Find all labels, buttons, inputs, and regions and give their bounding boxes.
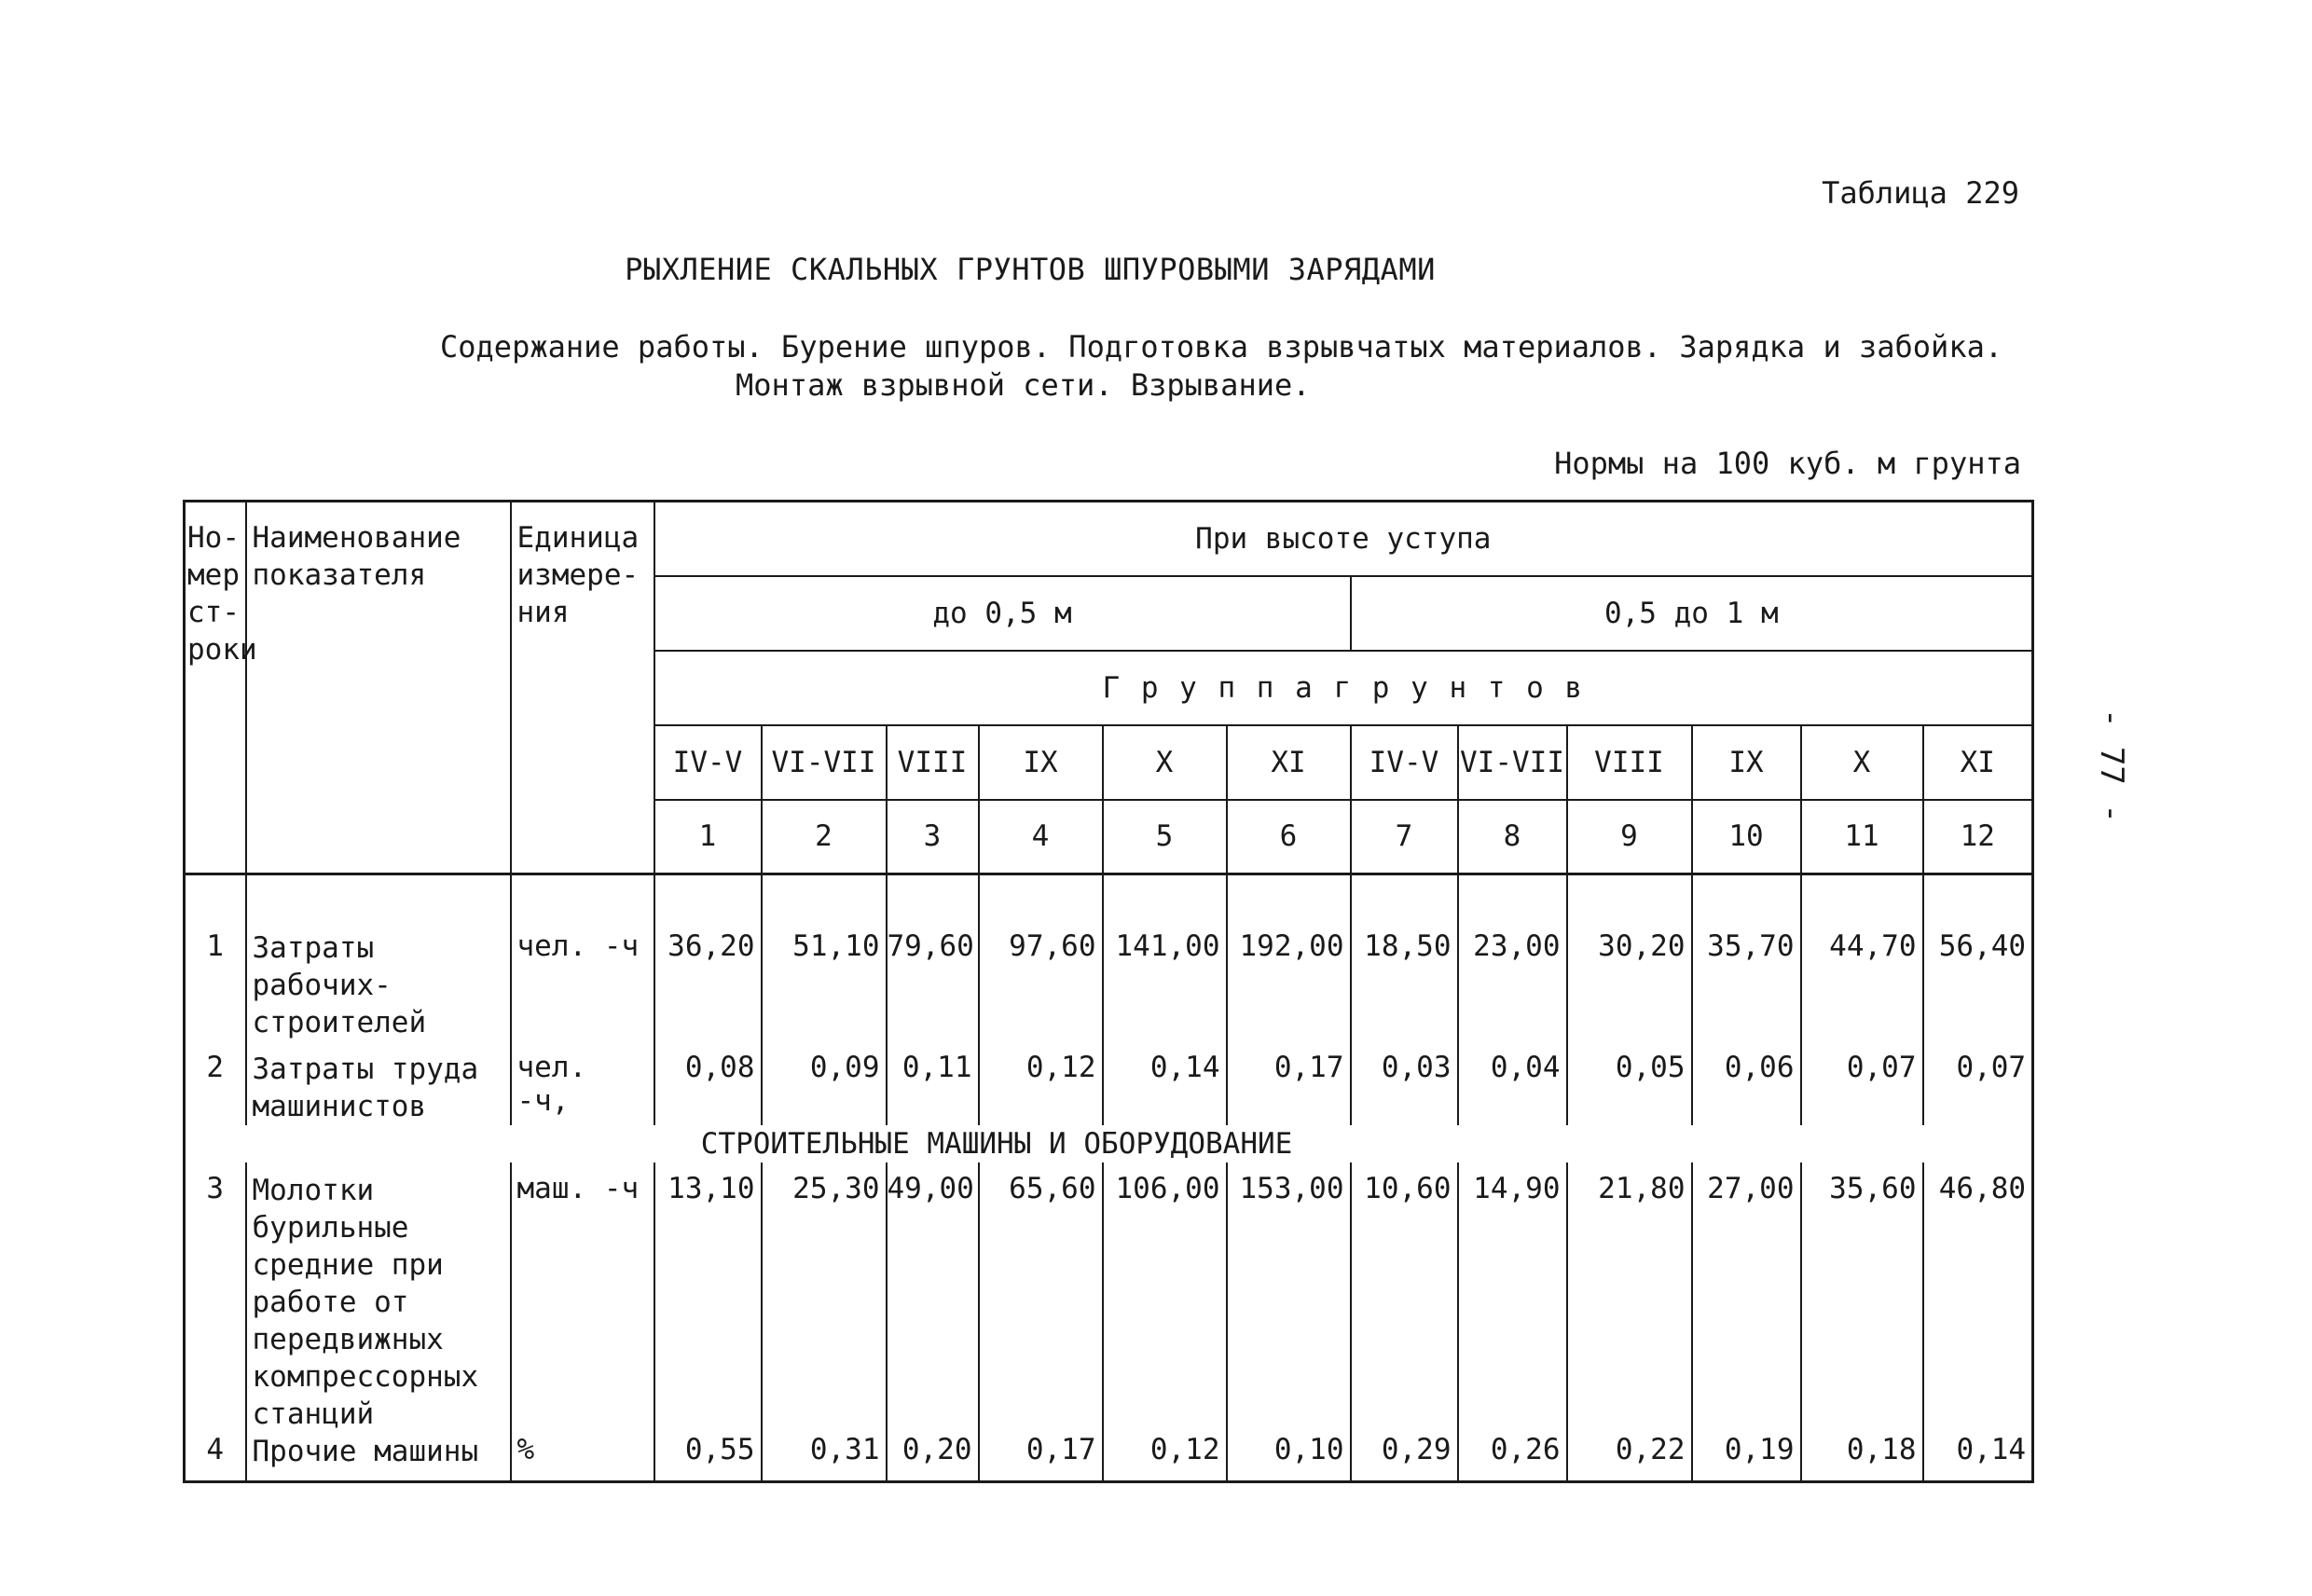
norm-value: 0,07 (1923, 1041, 2033, 1125)
norm-value: 21,80 (1567, 1163, 1692, 1433)
norm-value: 10,60 (1351, 1163, 1458, 1433)
column-number: 6 (1227, 800, 1351, 874)
row-number: 1 (185, 874, 246, 1042)
column-number: 4 (979, 800, 1103, 874)
column-number: 5 (1103, 800, 1227, 874)
norm-value: 0,22 (1567, 1433, 1692, 1481)
norm-value: 65,60 (979, 1163, 1103, 1433)
header-row-number: Но-мер ст-роки (185, 502, 246, 874)
row-number: 4 (185, 1433, 246, 1481)
norm-value: 0,05 (1567, 1041, 1692, 1125)
indicator-name: Молотки бурильные средние при работе от передвижных компрессорных станций (246, 1163, 511, 1433)
height-group-header: 0,5 до 1 м (1351, 576, 2033, 651)
soil-group-label: X (1103, 725, 1227, 800)
soil-group-label: VI-VII (1458, 725, 1567, 800)
norm-value: 0,55 (654, 1433, 762, 1481)
column-number: 7 (1351, 800, 1458, 874)
norm-value: 0,20 (887, 1433, 979, 1481)
column-number: 8 (1458, 800, 1567, 874)
table-row (185, 874, 2033, 1042)
header-indicator-name: Наименование показателя (246, 502, 511, 874)
header-unit: Единица измере-ния (511, 502, 654, 874)
soil-group-label: XI (1227, 725, 1351, 800)
norm-value: 0,31 (762, 1433, 887, 1481)
norm-value: 51,10 (762, 874, 887, 1042)
soil-group-label: X (1801, 725, 1923, 800)
soil-group-label: VI-VII (762, 725, 887, 800)
norm-value: 0,17 (1227, 1041, 1351, 1125)
table-label: Таблица 229 (1822, 175, 2019, 211)
column-number: 1 (654, 800, 762, 874)
table-row (185, 1433, 2033, 1481)
section-title (185, 1125, 2033, 1163)
norm-value: 0,12 (1103, 1433, 1227, 1481)
norm-value: 0,26 (1458, 1433, 1567, 1481)
norm-value: 79,60 (887, 874, 979, 1042)
norm-value: 0,09 (762, 1041, 887, 1125)
norms-unit-note: Нормы на 100 куб. м грунта (1554, 446, 2021, 481)
norm-value: 106,00 (1103, 1163, 1227, 1433)
unit-of-measure: чел. -ч, (511, 1041, 654, 1125)
norm-value: 0,18 (1801, 1433, 1923, 1481)
norm-value: 36,20 (654, 874, 762, 1042)
norm-value: 0,11 (887, 1041, 979, 1125)
height-group-header: до 0,5 м (654, 576, 1351, 651)
norm-value: 153,00 (1227, 1163, 1351, 1433)
indicator-name: Прочие машины (246, 1433, 511, 1481)
document-title: РЫХЛЕНИЕ СКАЛЬНЫХ ГРУНТОВ ШПУРОВЫМИ ЗАРЯДАМИ (625, 252, 1436, 287)
indicator-name: Затраты рабочих-строителей (246, 874, 511, 1042)
norm-value: 56,40 (1923, 874, 2033, 1042)
norm-value: 25,30 (762, 1163, 887, 1433)
norm-value: 30,20 (1567, 874, 1692, 1042)
header-ledge-height: При высоте уступа (654, 502, 2033, 576)
column-number: 11 (1801, 800, 1923, 874)
work-content-line-2: Монтаж взрывной сети. Взрывание. (736, 367, 1311, 403)
soil-group-label: XI (1923, 725, 2033, 800)
norm-value: 97,60 (979, 874, 1103, 1042)
norm-value: 0,04 (1458, 1041, 1567, 1125)
norm-value: 0,10 (1227, 1433, 1351, 1481)
soil-group-label: IX (1692, 725, 1801, 800)
norm-value: 46,80 (1923, 1163, 2033, 1433)
unit-of-measure: % (511, 1433, 654, 1481)
norm-value: 23,00 (1458, 874, 1567, 1042)
norm-table (183, 500, 2034, 1483)
norm-value: 13,10 (654, 1163, 762, 1433)
norm-value: 35,60 (1801, 1163, 1923, 1433)
row-number: 3 (185, 1163, 246, 1433)
norm-value: 0,14 (1103, 1041, 1227, 1125)
indicator-name: Затраты труда машинистов (246, 1041, 511, 1125)
soil-group-label: IX (979, 725, 1103, 800)
work-content-line-1: Содержание работы. Бурение шпуров. Подготовка взрывчатых материалов. Зарядка и забойка. (440, 329, 2003, 365)
table-row (185, 1041, 2033, 1125)
column-number: 12 (1923, 800, 2033, 874)
soil-group-label: IV-V (1351, 725, 1458, 800)
column-number: 10 (1692, 800, 1801, 874)
column-number: 9 (1567, 800, 1692, 874)
norm-value: 0,12 (979, 1041, 1103, 1125)
norm-value: 0,07 (1801, 1041, 1923, 1125)
page-number: - 77 - (2093, 709, 2130, 823)
row-number: 2 (185, 1041, 246, 1125)
norm-value: 49,00 (887, 1163, 979, 1433)
soil-group-label: VIII (887, 725, 979, 800)
column-number: 2 (762, 800, 887, 874)
norm-value: 35,70 (1692, 874, 1801, 1042)
norm-value: 0,29 (1351, 1433, 1458, 1481)
header-soil-group: Г р у п п а г р у н т о в (654, 651, 2033, 725)
unit-of-measure: чел. -ч (511, 874, 654, 1042)
norm-value: 0,08 (654, 1041, 762, 1125)
norm-value: 192,00 (1227, 874, 1351, 1042)
unit-of-measure: маш. -ч (511, 1163, 654, 1433)
norm-value: 14,90 (1458, 1163, 1567, 1433)
norm-value: 44,70 (1801, 874, 1923, 1042)
column-number: 3 (887, 800, 979, 874)
norm-value: 0,06 (1692, 1041, 1801, 1125)
norm-value: 27,00 (1692, 1163, 1801, 1433)
norm-value: 0,17 (979, 1433, 1103, 1481)
norm-value: 141,00 (1103, 874, 1227, 1042)
norm-value: 0,19 (1692, 1433, 1801, 1481)
soil-group-label: VIII (1567, 725, 1692, 800)
soil-group-label: IV-V (654, 725, 762, 800)
section-title-text: СТРОИТЕЛЬНЫЕ МАШИНЫ И ОБОРУДОВАНИЕ (700, 1127, 1293, 1161)
norm-value: 18,50 (1351, 874, 1458, 1042)
norm-value: 0,03 (1351, 1041, 1458, 1125)
norm-value: 0,14 (1923, 1433, 2033, 1481)
table-row (185, 1163, 2033, 1433)
